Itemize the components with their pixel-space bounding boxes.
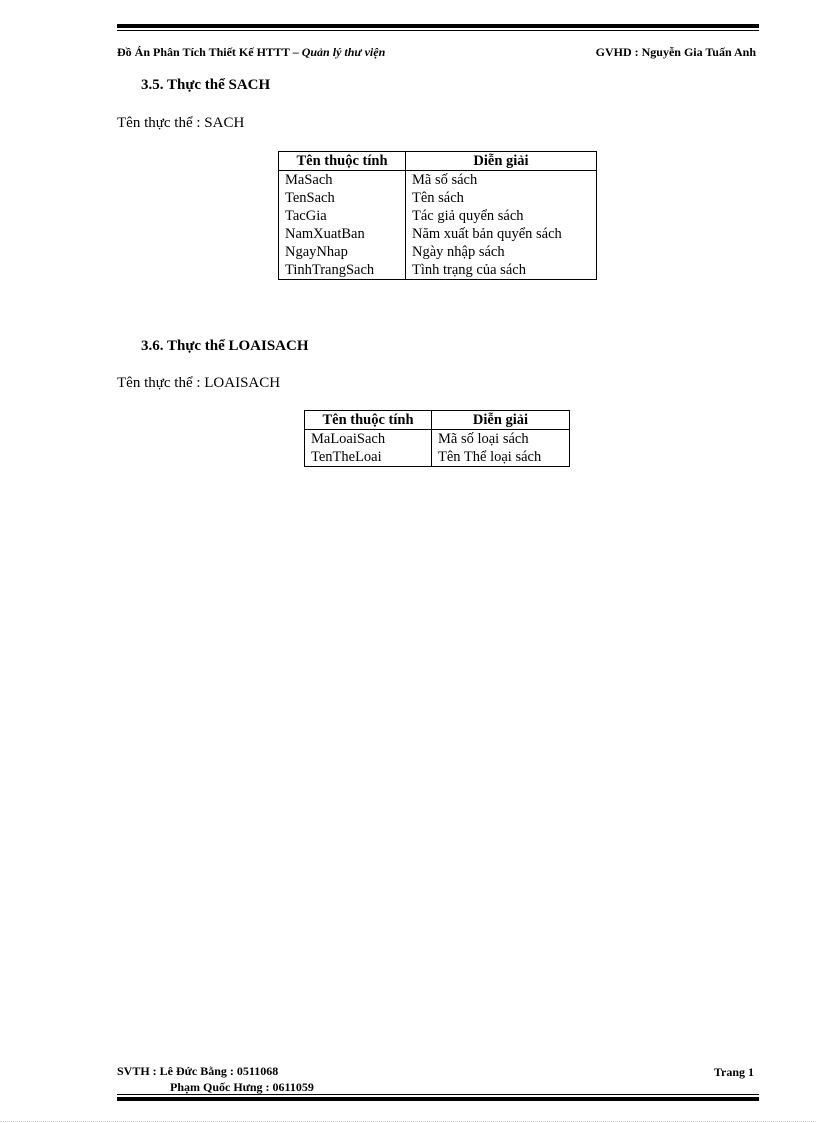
attribute-description: Mã số loại sách — [432, 430, 570, 449]
header-rule-thin — [117, 30, 759, 31]
attribute-name: TenSach — [279, 189, 406, 207]
table-row — [305, 430, 570, 449]
attribute-description: Tình trạng của sách — [406, 261, 597, 280]
table-header-row — [305, 411, 570, 430]
header-subtitle: Quản lý thư viện — [301, 45, 386, 59]
attribute-description: Năm xuất bản quyển sách — [406, 225, 597, 243]
table-row — [279, 189, 597, 207]
column-header-attribute: Tên thuộc tính — [279, 152, 406, 171]
attribute-description: Tên sách — [406, 189, 597, 207]
footer-student-line-2: Phạm Quốc Hưng : 0611059 — [170, 1080, 314, 1094]
header-separator: – — [289, 45, 302, 59]
column-header-description: Diễn giải — [406, 152, 597, 171]
footer-student-line-1: SVTH : Lê Đức Bằng : 0511068 — [117, 1064, 279, 1078]
page-number: Trang 1 — [713, 1065, 754, 1079]
section-title-sach: 3.5. Thực thể SACH — [141, 77, 271, 93]
table-row — [279, 243, 597, 261]
table-row — [305, 448, 570, 467]
header-rule-thick — [117, 24, 759, 28]
table-row — [279, 207, 597, 225]
header-document-title — [117, 45, 385, 60]
header-title: Đồ Án Phân Tích Thiết Kế HTTT — [117, 45, 290, 59]
attribute-name: MaSach — [279, 171, 406, 190]
table-row — [279, 171, 597, 190]
attribute-name: MaLoaiSach — [305, 430, 432, 449]
footer-rule-thin — [117, 1094, 759, 1095]
header-advisor: GVHD : Nguyễn Gia Tuấn Anh — [595, 45, 756, 59]
column-header-description: Diễn giải — [432, 411, 570, 430]
page-bottom-dotted-line — [0, 1121, 816, 1122]
table-row — [279, 225, 597, 243]
table-header-row — [279, 152, 597, 171]
footer-students — [117, 1063, 314, 1095]
attribute-description: Mã số sách — [406, 171, 597, 190]
attribute-description: Tên Thể loại sách — [432, 448, 570, 467]
attribute-name: TacGia — [279, 207, 406, 225]
attribute-table-sach — [278, 151, 597, 280]
entity-name-sach: Tên thực thể : SACH — [117, 115, 245, 131]
column-header-attribute: Tên thuộc tính — [305, 411, 432, 430]
attribute-table-loaisach — [304, 410, 570, 467]
attribute-name: NgayNhap — [279, 243, 406, 261]
attribute-name: NamXuatBan — [279, 225, 406, 243]
table-row — [279, 261, 597, 280]
attribute-name: TenTheLoai — [305, 448, 432, 467]
footer-rule-thick — [117, 1097, 759, 1101]
attribute-description: Ngày nhập sách — [406, 243, 597, 261]
entity-name-loaisach: Tên thực thể : LOAISACH — [117, 375, 281, 391]
attribute-name: TinhTrangSach — [279, 261, 406, 280]
attribute-description: Tác giả quyển sách — [406, 207, 597, 225]
section-title-loaisach: 3.6. Thực thể LOAISACH — [141, 338, 309, 354]
